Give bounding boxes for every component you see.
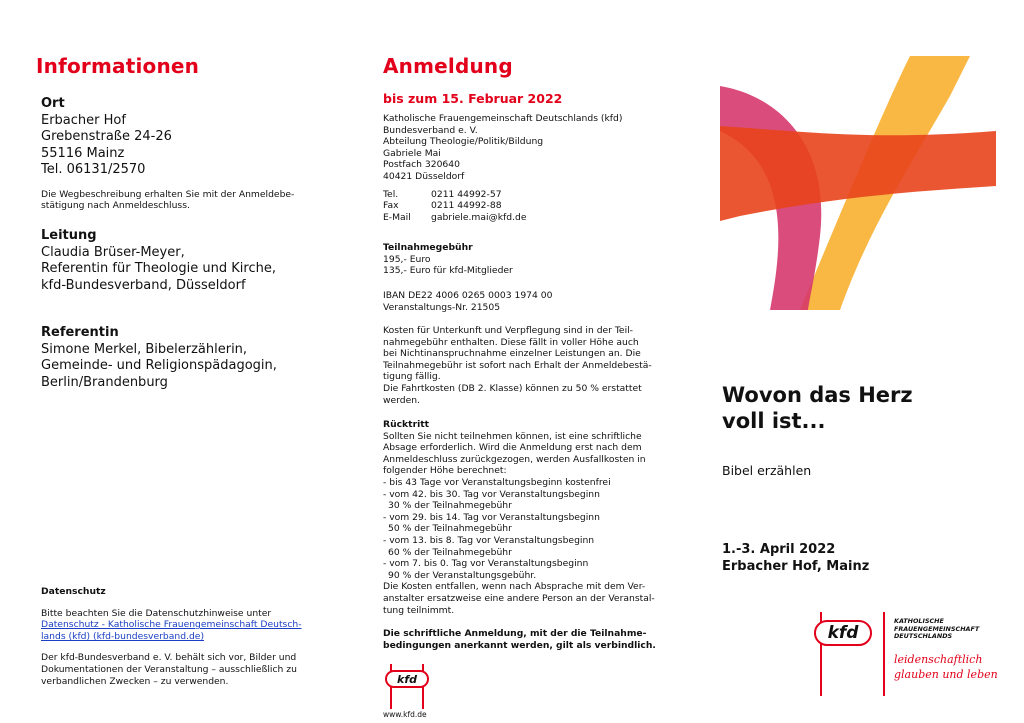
contact-tel: Tel. 0211 44992-57 <box>383 188 502 200</box>
address-line: Katholische Frauengemeinschaft Deutschlands (kfd) <box>383 113 623 124</box>
ort-note: stätigung nach Anmeldeschluss. <box>41 200 190 212</box>
bank-block <box>383 290 673 313</box>
cancel-line: Die Kosten entfallen, wenn nach Absprache mit dem Ver- <box>383 581 646 593</box>
datenschutz-link-line[interactable]: lands (kfd) (kfd-bundesverband.de) <box>41 630 205 642</box>
cancel-line: Absage erforderlich. Wird die Anmeldung erst nach dem <box>383 442 642 454</box>
leitung-heading: Leitung <box>41 228 97 243</box>
cancel-line: - vom 13. bis 8. Tag vor Veranstaltungsbeginn <box>383 534 595 546</box>
datenschutz-heading: Datenschutz <box>41 586 106 597</box>
deadline: bis zum 15. Februar 2022 <box>383 91 563 106</box>
slogan: leidenschaftlich glauben und leben <box>894 653 998 681</box>
cancel-heading: Rücktritt <box>383 419 430 430</box>
binding-line: bedingungen anerkannt werden, gilt als verbindlich. <box>383 639 656 651</box>
fee-line: 135,- Euro für kfd-Mitglieder <box>383 265 513 277</box>
kfd-logo <box>820 612 1000 696</box>
costs-line: bei Nichtinanspruchnahme einzelner Leistungen an. Die <box>383 348 641 360</box>
address-line: Gabriele Mai <box>383 147 441 159</box>
ort-note: Die Wegbeschreibung erhalten Sie mit der Anmeldebe- <box>41 188 295 200</box>
fee-block <box>383 242 673 277</box>
costs-line: werden. <box>383 394 421 406</box>
fee-line: 195,- Euro <box>383 253 431 265</box>
leitung-section <box>41 228 331 294</box>
cancel-line: Sollten Sie nicht teilnehmen können, ist eine schriftliche <box>383 430 642 442</box>
binding-note <box>383 628 673 651</box>
address-line: Postfach 320640 <box>383 159 460 171</box>
datenschutz-section <box>41 586 336 687</box>
iban: IBAN DE22 4006 0265 0003 1974 00 <box>383 290 553 301</box>
address-line: Abteilung Theologie/Politik/Bildung <box>383 136 544 148</box>
datenschutz-note: Der kfd-Bundesverband e. V. behält sich vor, Bilder und <box>41 652 297 664</box>
org-name: KATHOLISCHE FRAUENGEMEINSCHAFT DEUTSCHLANDS <box>894 617 980 641</box>
anmeldung-heading: Anmeldung <box>383 54 513 78</box>
referentin-section <box>41 325 331 391</box>
datenschutz-note: verbandlichen Zwecken – zu verwenden. <box>41 675 229 687</box>
kfd-logo-icon <box>385 670 429 688</box>
cancel-line: 50 % der Teilnahmegebühr <box>388 523 512 535</box>
cancel-line: anstalter ersatzweise eine andere Person an der Veranstal- <box>383 592 655 604</box>
referentin-line: Simone Merkel, Bibelerzählerin, <box>41 341 248 357</box>
costs-line: Teilnahmegebühr ist sofort nach Erhalt der Anmeldebestä- <box>383 359 652 371</box>
event-title <box>722 382 997 434</box>
binding-line: Die schriftliche Anmeldung, mit der die Teilnahme- <box>383 628 647 639</box>
ort-line: Tel. 06131/2570 <box>41 162 146 177</box>
referentin-line: Berlin/Brandenburg <box>41 374 168 390</box>
costs-line: Die Fahrtkosten (DB 2. Klasse) können zu 50 % erstattet <box>383 382 642 394</box>
cancel-line: folgender Höhe berechnet: <box>383 465 507 477</box>
referentin-line: Gemeinde- und Religionspädagogin, <box>41 358 277 373</box>
cancel-line: 60 % der Teilnahmegebühr <box>388 546 512 558</box>
referentin-heading: Referentin <box>41 325 119 340</box>
cancel-line: - vom 29. bis 14. Tag vor Veranstaltungsbeginn <box>383 511 600 523</box>
datenschutz-link[interactable] <box>41 619 336 642</box>
datenschutz-note: Dokumentationen der Veranstaltung – ausschließlich zu <box>41 663 297 675</box>
event-date: 1.-3. April 2022 <box>722 542 836 557</box>
ort-line: Grebenstraße 24-26 <box>41 129 172 144</box>
kfd-logo-small <box>385 664 429 709</box>
ort-heading: Ort <box>41 96 65 111</box>
title-line: voll ist... <box>722 409 826 433</box>
event-subtitle: Bibel erzählen <box>722 463 812 478</box>
address-line: 40421 Düsseldorf <box>383 170 465 182</box>
address-block <box>383 113 673 223</box>
cancel-block <box>383 419 673 616</box>
informationen-heading: Informationen <box>36 54 200 78</box>
costs-line: Kosten für Unterkunft und Verpflegung sind in der Teil- <box>383 325 634 336</box>
event-place: Erbacher Hof, Mainz <box>722 559 870 574</box>
website[interactable]: www.kfd.de <box>383 710 427 719</box>
datenschutz-intro: Bitte beachten Sie die Datenschutzhinweise unter <box>41 607 272 619</box>
cancel-line: - bis 43 Tage vor Veranstaltungsbeginn kostenfrei <box>383 476 611 488</box>
cancel-line: - vom 7. bis 0. Tag vor Veranstaltungsbeginn <box>383 558 589 570</box>
kfd-logo-text: kfd <box>827 623 859 643</box>
leitung-line: kfd-Bundesverband, Düsseldorf <box>41 277 246 293</box>
cancel-line: 30 % der Teilnahmegebühr <box>388 500 512 512</box>
cancel-line: Anmeldeschluss zurückgezogen, werden Ausfallkosten in <box>383 453 646 465</box>
leitung-line: Referentin für Theologie und Kirche, <box>41 261 276 276</box>
kfd-logo-text: kfd <box>397 672 417 686</box>
event-number: Veranstaltungs-Nr. 21505 <box>383 301 501 313</box>
cross-ribbon-graphic <box>720 56 996 310</box>
cancel-line: tung teilnimmt. <box>383 604 455 616</box>
leitung-line: Claudia Brüser-Meyer, <box>41 244 185 260</box>
datenschutz-link-line[interactable]: Datenschutz - Katholische Frauengemeinschaft Deutsch- <box>41 619 302 631</box>
address-line: Bundesverband e. V. <box>383 124 478 136</box>
costs-line: tigung fällig. <box>383 371 441 383</box>
ort-section <box>41 96 331 212</box>
costs-line: nahmegebühr enthalten. Diese fällt in voller Höhe auch <box>383 336 639 348</box>
kfd-logo-icon <box>814 620 872 646</box>
title-line: Wovon das Herz <box>722 383 913 407</box>
contact-email[interactable]: E-Mail gabriele.mai@kfd.de <box>383 211 527 223</box>
cancel-line: - vom 42. bis 30. Tag vor Veranstaltungsbeginn <box>383 488 600 500</box>
ort-line: 55116 Mainz <box>41 145 125 161</box>
fee-heading: Teilnahmegebühr <box>383 242 473 253</box>
cancel-line: 90 % der Veranstaltungsgebühr. <box>388 569 537 581</box>
costs-block <box>383 325 673 406</box>
contact-fax: Fax 0211 44992-88 <box>383 200 502 212</box>
ort-line: Erbacher Hof <box>41 112 126 128</box>
